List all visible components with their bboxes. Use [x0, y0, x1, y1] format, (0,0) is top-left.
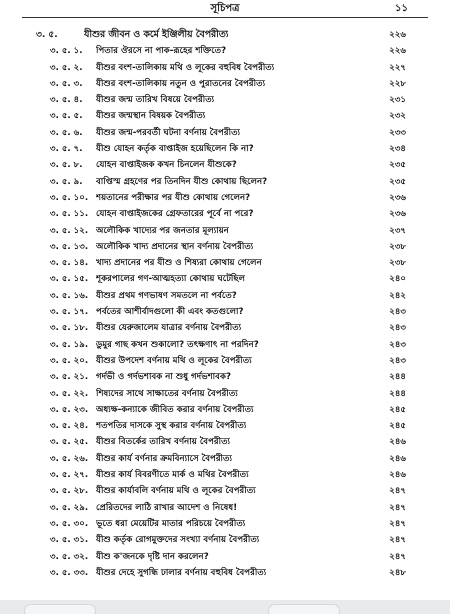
toc-entry-title: শিষ্যদের সাথে সাক্ষাতের বর্ণনায় বৈপরীত্য: [96, 388, 238, 399]
toc-entry[interactable]: [0, 353, 450, 369]
toc-entry-number: ৩. ৫. ১৯.: [50, 339, 89, 350]
toc-entry-number: ৩. ৫. ২০.: [50, 355, 89, 366]
toc-entry[interactable]: [0, 223, 450, 239]
toc-entry-title: যীশুর কার্য বর্ণনার ক্রমবিন্যাসে বৈপরীত্য: [96, 453, 232, 464]
toc-entry-title: প্রেরিতদের লাঠি রাখার আদেশ ও নিষেধ!: [96, 502, 238, 513]
next-page-button[interactable]: [268, 604, 340, 614]
toc-entry-page: ২৪৭: [389, 502, 406, 513]
toc-entry[interactable]: [0, 76, 450, 92]
toc-entry-title: যীশুর যেরুজালেম যাত্রার বর্ণনায় বৈপরীত্য: [96, 323, 242, 334]
toc-entry-page: ২৩৫: [389, 160, 406, 171]
toc-entry-page: ২৪২: [389, 290, 406, 301]
toc-entry[interactable]: [0, 516, 450, 532]
toc-entry-number: ৩. ৫. ২৪.: [50, 421, 89, 432]
toc-entry-title: যীশু কর্তৃক রোগমুক্তদের সংখ্যা বর্ণনায় বৈপরীত্য: [96, 535, 260, 546]
toc-entry-number: ৩. ৫. ৫.: [50, 111, 83, 122]
toc-entry-page: ২৩৫: [389, 176, 406, 187]
toc-entry-number: ৩. ৫. ৩১.: [50, 535, 89, 546]
toc-entry-number: ৩. ৫. ২৭.: [50, 470, 89, 481]
toc-entry-number: ৩. ৫. ২২.: [50, 388, 89, 399]
toc-entry-number: ৩. ৫. ২৮.: [50, 486, 89, 497]
previous-page-button[interactable]: [24, 604, 96, 614]
toc-entry-page: ২৩২: [389, 111, 406, 122]
toc-entry-title: যীশুর বংশ-তালিকায় নতুন ও পুরাতনের বৈপরীত্য: [96, 78, 266, 89]
page-title: সূচিপত্র: [210, 3, 240, 14]
toc-entry[interactable]: [0, 434, 450, 450]
toc-entry-number: ৩. ৫. ১৭.: [50, 307, 89, 318]
toc-entry-page: ২৪৪: [389, 388, 406, 399]
toc-entry-page: ২৪৪: [389, 372, 406, 383]
toc-entry-title: পিতার ঔরসে না পাক-রূহের শক্তিতে?: [96, 46, 227, 57]
toc-entry-title: যীশুর বিতর্কের তারিখ বর্ণনায় বৈপরীত্য: [96, 437, 231, 448]
toc-entry-number: ৩. ৫. ৭.: [50, 144, 83, 155]
toc-entry-title: যীশু ক'জনকে দৃষ্টি দান করলেন?: [96, 551, 209, 562]
toc-entry-page: ২৪৬: [389, 453, 406, 464]
toc-entry[interactable]: [0, 206, 450, 222]
header-divider: [22, 17, 428, 18]
toc-entry-page: ২৪৮: [389, 567, 406, 578]
toc-entry-page: ২৩৩: [389, 127, 406, 138]
toc-entry-page: ২৪৩: [389, 307, 406, 318]
toc-entry-number: ৩. ৫. ১০.: [50, 192, 89, 203]
toc-entry-number: ৩. ৫. ২.: [50, 62, 83, 73]
toc-entry-page: ২২৬: [389, 46, 406, 57]
toc-entry-page: ২৪৬: [389, 437, 406, 448]
toc-entry-number: ৩. ৫. ২১.: [50, 372, 89, 383]
toc-entry-number: ৩. ৫. ১৩.: [50, 241, 89, 252]
toc-section-heading[interactable]: [0, 27, 450, 43]
toc-entry-title: যীশুর প্রথম গণভাষণ সমতলে না পর্বতে?: [96, 290, 237, 301]
toc-entry-title: যীশুর জন্মস্থান বিষয়ক বৈপরীত্য: [96, 111, 206, 122]
toc-entry-title: বাপ্তিস্ম গ্রহণের পর তিনদিন যীশু কোথায় ছিলেন?: [96, 176, 268, 187]
toc-entry[interactable]: [0, 125, 450, 141]
toc-entry[interactable]: [0, 92, 450, 108]
toc-entry-title: শতপতির দাসকে সুস্থ করার বর্ণনায় বৈপরীত্য: [96, 421, 247, 432]
toc-entry[interactable]: [0, 565, 450, 581]
toc-entry[interactable]: [0, 418, 450, 434]
table-of-contents: [0, 27, 450, 581]
toc-entry-page: ২৩৮: [389, 241, 406, 252]
toc-entry-page: ২৪৩: [389, 339, 406, 350]
toc-entry[interactable]: [0, 108, 450, 124]
toc-entry-number: ৩. ৫.: [36, 30, 58, 40]
toc-entry[interactable]: [0, 369, 450, 385]
toc-entry-page: ২৪০: [389, 274, 406, 285]
toc-entry-number: ৩. ৫. ১৬.: [50, 290, 89, 301]
toc-entry-title: খাদ্য প্রদানের পর যীশু ও শিষ্যরা কোথায় গেলেন: [96, 258, 262, 269]
toc-entry-page: ২৪৬: [389, 470, 406, 481]
toc-entry-page: ২৩৮: [389, 258, 406, 269]
toc-entry-number: ৩. ৫. ৯.: [50, 176, 83, 187]
toc-entry-page: ২২৮: [389, 78, 406, 89]
toc-entry-number: ৩. ৫. ৩.: [50, 78, 83, 89]
toc-entry[interactable]: [0, 451, 450, 467]
toc-entry-page: ২৪৩: [389, 355, 406, 366]
toc-entry-page: ২২৭: [389, 62, 406, 73]
running-header: [0, 0, 450, 18]
toc-entry-number: ৩. ৫. ৮.: [50, 160, 83, 171]
toc-entry-number: ৩. ৫. ৩০.: [50, 518, 89, 529]
toc-entry-number: ৩. ৫. ১৮.: [50, 323, 89, 334]
toc-entry-title: ডুমুর গাছ কখন শুকালো? তৎক্ষণাৎ না পরদিন?: [96, 339, 259, 350]
toc-entry-title: পর্বতের আশীর্বাদগুলো কী এবং কতগুলো?: [96, 307, 244, 318]
toc-entry-page: ২৩১: [389, 95, 406, 106]
toc-entry-title: শূকরপালের গণ-আত্মহত্যা কোথায় ঘটেছিল: [96, 274, 245, 285]
toc-entry-title: যীশুর জন্ম-পরবর্তী ঘটনা বর্ণনায় বৈপরীত্য: [96, 127, 241, 138]
toc-entry-title: যীশুর কার্য বিবরণীতে মার্ক ও মথির বৈপরীত্য: [96, 470, 249, 481]
toc-entry-page: ২৪৭: [389, 551, 406, 562]
toc-entry[interactable]: [0, 190, 450, 206]
toc-entry-title: যোহন বাপ্তাইজকের গ্রেফতারের পূর্বে না পরে?: [96, 209, 254, 220]
toc-entry-page: ২৩৭: [389, 225, 406, 236]
toc-entry[interactable]: [0, 549, 450, 565]
toc-entry-number: ৩. ৫. ৩৩.: [50, 567, 89, 578]
toc-entry[interactable]: [0, 43, 450, 59]
toc-entry-page: ২৪৭: [389, 518, 406, 529]
toc-entry-page: ২৩৪: [389, 144, 406, 155]
toc-entry[interactable]: [0, 255, 450, 271]
toc-entry-title: যোহন বাপ্তাইজক কখন চিনলেন যীশুকে?: [96, 160, 237, 171]
toc-entry-number: ৩. ৫. ২৬.: [50, 453, 89, 464]
toc-entry[interactable]: [0, 157, 450, 173]
toc-entry-page: ২৩৬: [389, 209, 406, 220]
toc-entry-number: ৩. ৫. ৬.: [50, 127, 83, 138]
toc-entry-title: অলৌকিক খাদ্যের পর জনতার মূল্যায়ন: [96, 225, 229, 236]
toc-entry-title: যীশুর বংশ-তালিকায় মথি ও লূকের বহুবিধ বৈপরীত্য: [96, 62, 275, 73]
toc-entry[interactable]: [0, 532, 450, 548]
toc-entry-number: ৩. ৫. ১১.: [50, 209, 89, 220]
toc-entry-page: ২২৬: [389, 30, 406, 40]
toc-entry-number: ৩. ৫. ১৫.: [50, 274, 89, 285]
toc-entry[interactable]: [0, 337, 450, 353]
toc-entry-title: যীশুর দেহে সুগন্ধি ঢালার বর্ণনায় বহুবিধ বৈপরীত্য: [96, 567, 267, 578]
toc-entry[interactable]: [0, 402, 450, 418]
toc-entry-number: ৩. ৫. ১.: [50, 46, 83, 57]
toc-entry-title: ভূতে ধরা মেয়েটির মাতার পরিচয়ে বৈপরীত্য: [96, 518, 246, 529]
toc-entry[interactable]: [0, 141, 450, 157]
toc-entry-page: ২৪৩: [389, 323, 406, 334]
toc-entry-title: শয়তানের পরীক্ষার পর যীশু কোথায় গেলেন?: [96, 192, 251, 203]
toc-entry[interactable]: [0, 483, 450, 499]
toc-entry-title: যীশুর জীবন ও কর্মে ইঞ্জিলীয় বৈপরীত্য: [84, 29, 229, 40]
toc-entry-title: অলৌকিক খাদ্য প্রদানের স্থান বর্ণনায় বৈপরীত্য: [96, 241, 254, 252]
toc-entry-page: ২৪৫: [389, 404, 406, 415]
toc-entry[interactable]: [0, 304, 450, 320]
toc-entry[interactable]: [0, 320, 450, 336]
toc-entry-title: যীশুর কার্যাবলি বর্ণনায় মথি ও লূকের বৈপরীত্য: [96, 486, 256, 497]
toc-entry[interactable]: [0, 386, 450, 402]
toc-entry[interactable]: [0, 174, 450, 190]
toc-entry-page: ২৪৭: [389, 486, 406, 497]
toc-entry-page: ২৪৫: [389, 421, 406, 432]
toc-entry-title: যীশু যোহন কর্তৃক বাপ্তাইজ হয়েছিলেন কি না?: [96, 144, 254, 155]
toc-entry-number: ৩. ৫. ৩২.: [50, 551, 89, 562]
toc-entry-number: ৩. ৫. ৪.: [50, 95, 83, 106]
toc-entry[interactable]: [0, 467, 450, 483]
toc-entry-title: অধ্যক্ষ-কন্যাকে জীবিত করার বর্ণনায় বৈপরীত্য: [96, 404, 254, 415]
toc-entry-title: গর্দভী ও গর্দভশাবক না শুধু গর্দভশাবক?: [96, 372, 231, 383]
toc-entry-number: ৩. ৫. ২৯.: [50, 502, 89, 513]
toc-entry-page: ২৪৭: [389, 535, 406, 546]
toc-entry-number: ৩. ৫. ২৫.: [50, 437, 89, 448]
toc-entry[interactable]: [0, 60, 450, 76]
page-number: ১১: [395, 3, 408, 14]
toc-entry[interactable]: [0, 288, 450, 304]
toc-entry[interactable]: [0, 239, 450, 255]
toc-entry-number: ৩. ৫. ১২.: [50, 225, 89, 236]
toc-entry[interactable]: [0, 500, 450, 516]
toc-entry-number: ৩. ৫. ১৪.: [50, 258, 89, 269]
toc-entry-number: ৩. ৫. ২৩.: [50, 404, 89, 415]
toc-entry-page: ২৩৬: [389, 192, 406, 203]
toc-entry-title: যীশুর জন্ম তারিখ বিষয়ে বৈপরীত্য: [96, 95, 215, 106]
toc-entry[interactable]: [0, 271, 450, 287]
toc-entry-title: যীশুর উপদেশ বর্ণনায় মথি ও লূকের বৈপরীত্য: [96, 355, 252, 366]
